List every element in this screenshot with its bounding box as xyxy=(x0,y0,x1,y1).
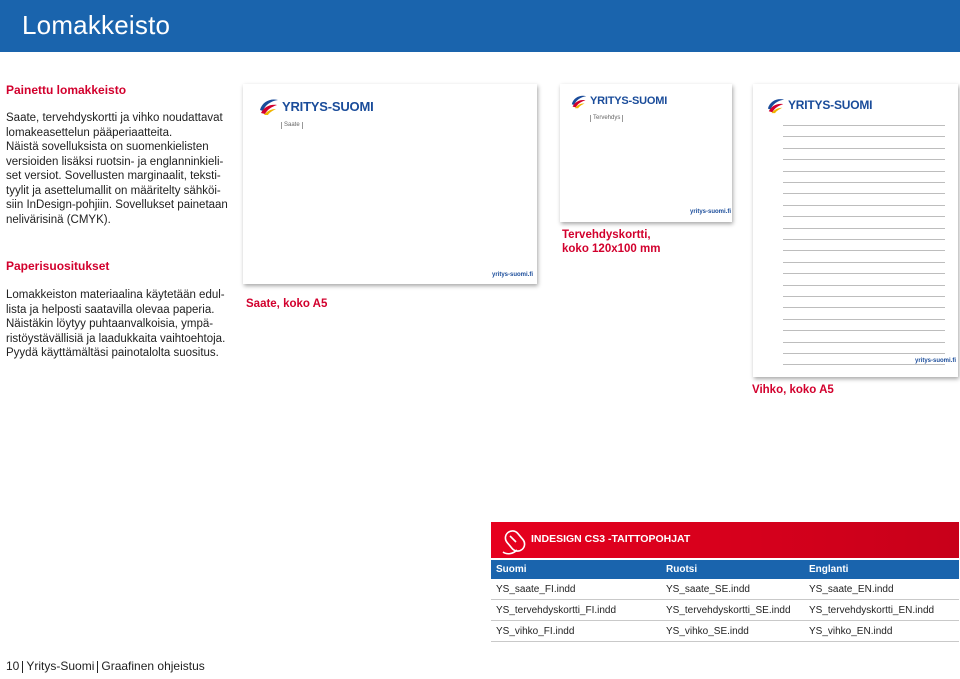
notebook-rule-line xyxy=(783,296,945,297)
logo-mark-icon xyxy=(570,93,588,109)
notebook-rule-line xyxy=(783,250,945,251)
column-header: Ruotsi xyxy=(661,560,804,579)
notebook-rule-line xyxy=(783,148,945,149)
card-field: Tervehdys xyxy=(590,115,623,122)
table-cell: YS_tervehdyskortti_EN.indd xyxy=(804,600,959,621)
notebook-rule-line xyxy=(783,159,945,160)
card-caption-line: Tervehdyskortti, xyxy=(562,229,651,241)
notebook-rule-line xyxy=(783,307,945,308)
table-cell: YS_saate_FI.indd xyxy=(491,579,661,600)
saate-url: yritys-suomi.fi xyxy=(492,272,534,278)
printed-line: nelivärisinä (CMYK). xyxy=(6,213,111,226)
paper-line: ristöystävällisiä ja laadukkaita vaihtoehtoja. xyxy=(6,332,226,345)
notebook-rule-line xyxy=(783,285,945,286)
paper-line: Pyydä käyttämältäsi painotalolta suositus. xyxy=(6,347,219,359)
banner-title: INDESIGN CS3 -TAITTOPOHJAT xyxy=(531,533,691,545)
table-cell: YS_vihko_SE.indd xyxy=(661,621,804,642)
column-header: Suomi xyxy=(491,560,661,579)
notebook-rule-line xyxy=(783,125,945,126)
printed-line: siin InDesign-pohjiin. Sovellukset painetaan xyxy=(6,199,228,211)
yritys-suomi-logo xyxy=(570,93,667,109)
page-footer xyxy=(6,659,205,673)
templates-table xyxy=(491,560,959,642)
paper-line: Näistäkin löytyy puhtaanvalkoisia, ympä- xyxy=(6,318,214,330)
table-cell: YS_saate_EN.indd xyxy=(804,579,959,600)
notebook-rule-line xyxy=(783,136,945,137)
table-cell: YS_saate_SE.indd xyxy=(661,579,804,600)
notebook-rule-line xyxy=(783,319,945,320)
footer-brand: Yritys-Suomi xyxy=(26,659,95,673)
notebook-rule-line xyxy=(783,353,945,354)
table-row xyxy=(491,621,959,642)
card-caption xyxy=(562,228,660,256)
notebook-rule-line xyxy=(783,239,945,240)
table-cell: YS_vihko_FI.indd xyxy=(491,621,661,642)
footer-divider xyxy=(22,661,23,673)
table-header-row xyxy=(491,560,959,579)
printed-line: versioiden lisäksi ruotsin- ja englanninkieli- xyxy=(6,155,224,168)
table-cell: YS_vihko_EN.indd xyxy=(804,621,959,642)
paper-line: Lomakkeiston materiaalina käytetään edul- xyxy=(6,289,225,301)
notebook-rule-line xyxy=(783,364,945,365)
card-document xyxy=(560,84,732,222)
saate-caption: Saate, koko A5 xyxy=(246,298,328,310)
table-cell: YS_tervehdyskortti_FI.indd xyxy=(491,600,661,621)
footer-divider xyxy=(97,661,98,673)
logo-mark-icon xyxy=(258,96,280,116)
table-cell: YS_tervehdyskortti_SE.indd xyxy=(661,600,804,621)
printed-paragraph xyxy=(6,111,228,227)
footer-section: Graafinen ohjeistus xyxy=(101,659,205,673)
logo-text: YRITYS-SUOMI xyxy=(788,98,873,112)
logo-mark-icon xyxy=(766,96,786,114)
paper-paragraph xyxy=(6,288,225,361)
templates-banner xyxy=(491,522,959,558)
notebook-rule-line xyxy=(783,228,945,229)
yritys-suomi-logo xyxy=(766,96,872,114)
printed-line: set versiot. Sovellusten marginaalit, teksti- xyxy=(6,170,221,182)
notebook-rule-line xyxy=(783,273,945,274)
printed-line: Saate, tervehdyskortti ja vihko noudattavat xyxy=(6,112,223,124)
page-number: 10 xyxy=(6,659,20,673)
logo-text: YRITYS-SUOMI xyxy=(590,95,668,107)
notebook-rule-line xyxy=(783,262,945,263)
saate-field: Saate xyxy=(281,122,303,129)
printed-line: Näistä sovelluksista on suomenkielisten xyxy=(6,141,209,153)
card-caption-line: koko 120x100 mm xyxy=(562,243,661,255)
card-url: yritys-suomi.fi xyxy=(690,209,732,215)
notebook-url: yritys-suomi.fi xyxy=(915,358,957,364)
printed-line: tyylit ja asettelumallit on määritelty sähköi- xyxy=(6,184,221,197)
saate-document xyxy=(243,84,537,284)
printed-line: lomakeasettelun pääperiaatteita. xyxy=(6,126,173,139)
table-row xyxy=(491,579,959,600)
notebook-rule-line xyxy=(783,205,945,206)
printed-heading: Painettu lomakkeisto xyxy=(6,83,127,97)
logo-text: YRITYS-SUOMI xyxy=(282,98,374,114)
notebook-rule-line xyxy=(783,171,945,172)
yritys-suomi-logo xyxy=(258,96,374,116)
table-row xyxy=(491,600,959,621)
paper-line: lista ja helposti saatavilla olevaa paperia. xyxy=(6,303,215,316)
paper-heading: Paperisuositukset xyxy=(6,259,110,273)
notebook-document xyxy=(753,84,958,377)
notebook-rule-line xyxy=(783,342,945,343)
notebook-rule-line xyxy=(783,182,945,183)
notebook-rule-line xyxy=(783,330,945,331)
notebook-caption: Vihko, koko A5 xyxy=(752,384,834,396)
mouse-icon xyxy=(499,524,531,556)
notebook-rule-line xyxy=(783,216,945,217)
column-header: Englanti xyxy=(804,560,959,579)
notebook-rule-line xyxy=(783,193,945,194)
page-header xyxy=(0,0,960,52)
page-title: Lomakkeisto xyxy=(22,10,171,40)
